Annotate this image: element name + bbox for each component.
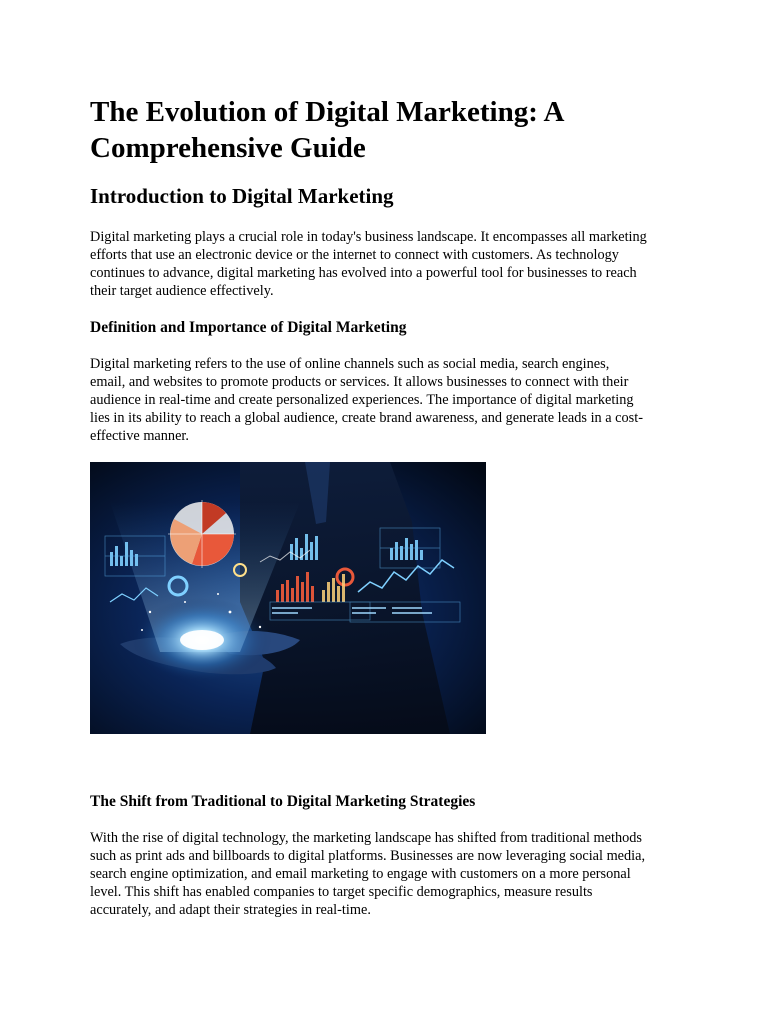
text-line: continues to advance, digital marketing has evolved into a powerful tool for businesses to reach [90,265,637,281]
digital-marketing-image [90,462,486,734]
text-line: search engine optimization, and email marketing to engage with customers on a more personal [90,866,631,882]
text-line: accurately, and adapt their strategies in real-time. [90,902,371,918]
intro-heading: Introduction to Digital Marketing [90,184,394,208]
title-line: Comprehensive Guide [90,132,366,164]
intro-paragraph [90,228,690,300]
text-line: effective manner. [90,428,189,444]
text-line: email, and websites to promote products or services. It allows businesses to connect with their [90,374,629,390]
text-line: With the rise of digital technology, the marketing landscape has shifted from traditional methods [90,830,642,846]
title-line: The Evolution of Digital Marketing: A [90,96,565,128]
definition-paragraph [90,355,690,445]
text-line: their target audience effectively. [90,283,274,299]
text-line: lies in its ability to reach a global audience, create brand awareness, and generate leads in a cost- [90,410,643,426]
shift-heading: The Shift from Traditional to Digital Marketing Strategies [90,793,476,810]
page-title [90,94,690,166]
text-line: level. This shift has enabled companies to target specific demographics, measure results [90,884,593,900]
definition-heading: Definition and Importance of Digital Marketing [90,319,407,336]
shift-paragraph [90,829,690,919]
text-line: Digital marketing refers to the use of online channels such as social media, search engines, [90,356,610,372]
text-line: such as print ads and billboards to digital platforms. Businesses are now leveraging social media, [90,848,646,864]
hologram-illustration [90,462,486,734]
text-line: efforts that use an electronic device or the internet to connect with customers. As technology [90,247,619,263]
text-line: Digital marketing plays a crucial role in today's business landscape. It encompasses all marketing [90,229,647,245]
text-line: audience in real-time and create personalized experiences. The importance of digital marketing [90,392,634,408]
